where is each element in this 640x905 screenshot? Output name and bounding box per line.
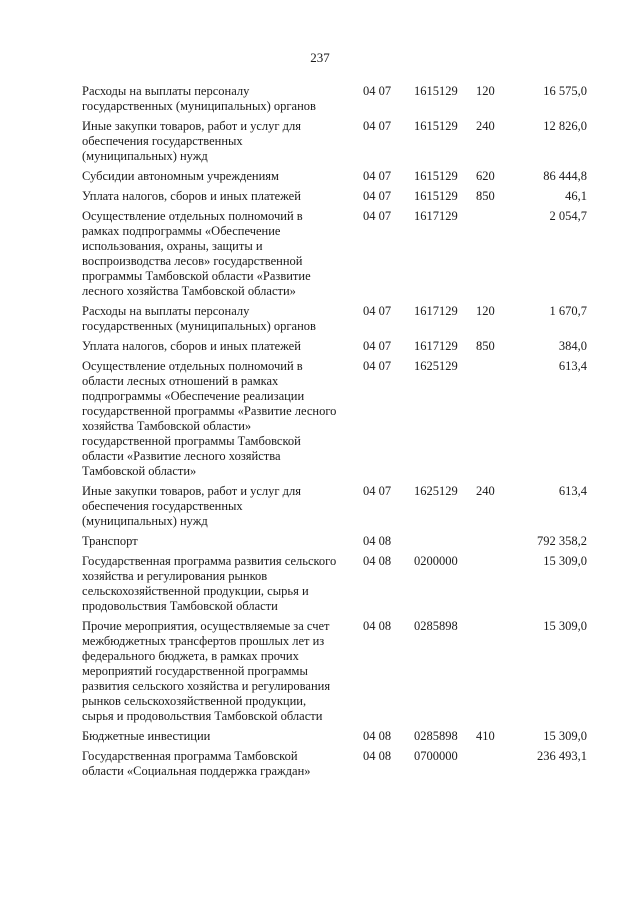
section-code: 04 08: [363, 749, 392, 763]
section-code: 04 08: [363, 554, 392, 568]
table-row: [0, 84, 640, 114]
section-code: 04 07: [363, 189, 392, 203]
expense-name: Иные закупки товаров, работ и услуг для обеспечения государственных (муниципальных) нужд: [82, 484, 302, 528]
section-code: 04 08: [363, 619, 392, 633]
amount: 1 670,7: [549, 304, 587, 318]
expense-name: Осуществление отдельных полномочий в области лесных отношений в рамках подпрограммы «Обеспечение реализации государственной программы «Развитие лесного хозяйства Тамбовской области» государственной программы Тамбовской области «Развитие лесного хозяйства Тамбовской области»: [82, 359, 337, 478]
table-row: [0, 749, 640, 779]
target-article-code: 1615129: [414, 169, 458, 183]
table-row: [0, 119, 640, 164]
table-row: [0, 729, 640, 744]
target-article-code: 0200000: [414, 554, 458, 568]
target-article-code: 0285898: [414, 729, 458, 743]
amount: 384,0: [558, 339, 587, 353]
target-article-code: 1615129: [414, 84, 458, 98]
target-article-code: 1615129: [414, 189, 458, 203]
section-code: 04 07: [363, 84, 392, 98]
section-code: 04 07: [363, 169, 392, 183]
table-row: [0, 189, 640, 204]
section-code: 04 08: [363, 534, 392, 548]
target-article-code: 1625129: [414, 484, 458, 498]
expense-type-code: 240: [476, 484, 495, 498]
target-article-code: 1625129: [414, 359, 458, 373]
section-code: 04 08: [363, 729, 392, 743]
table-row: [0, 484, 640, 529]
section-code: 04 07: [363, 359, 392, 373]
expense-name: Субсидии автономным учреждениям: [82, 169, 279, 183]
expense-type-code: 120: [476, 304, 495, 318]
table-row: [0, 359, 640, 479]
section-code: 04 07: [363, 339, 392, 353]
expense-name: Прочие мероприятия, осуществляемые за счет межбюджетных трансфертов прошлых лет из федерального бюджета, в рамках прочих мероприятий государственной программы развития сельского хозяйства и регулирования рынков сельскохозяйственной продукции, сырья и продовольствия Тамбовской области: [82, 619, 331, 723]
amount: 236 493,1: [537, 749, 587, 763]
expense-type-code: 410: [476, 729, 495, 743]
expense-type-code: 240: [476, 119, 495, 133]
amount: 2 054,7: [549, 209, 587, 223]
table-row: [0, 169, 640, 184]
target-article-code: 0285898: [414, 619, 458, 633]
expense-name: Уплата налогов, сборов и иных платежей: [82, 189, 301, 203]
table-row: [0, 554, 640, 614]
expense-type-code: 850: [476, 189, 495, 203]
expense-type-code: 620: [476, 169, 495, 183]
target-article-code: 1617129: [414, 339, 458, 353]
target-article-code: 1615129: [414, 119, 458, 133]
expense-type-code: 850: [476, 339, 495, 353]
table-row: [0, 619, 640, 724]
amount: 46,1: [565, 189, 587, 203]
table-row: [0, 209, 640, 299]
target-article-code: 0700000: [414, 749, 458, 763]
table-row: [0, 339, 640, 354]
expense-name: Уплата налогов, сборов и иных платежей: [82, 339, 301, 353]
target-article-code: 1617129: [414, 209, 458, 223]
expense-name: Государственная программа развития сельского хозяйства и регулирования рынков сельскохозяйственной продукции, сырья и продовольствия Тамбовской области: [82, 554, 337, 613]
section-code: 04 07: [363, 484, 392, 498]
expense-name: Транспорт: [82, 534, 138, 548]
amount: 792 358,2: [537, 534, 587, 548]
amount: 86 444,8: [543, 169, 587, 183]
amount: 15 309,0: [543, 554, 587, 568]
budget-table: [0, 84, 640, 784]
expense-name: Расходы на выплаты персоналу государственных (муниципальных) органов: [82, 304, 316, 333]
expense-name: Расходы на выплаты персоналу государственных (муниципальных) органов: [82, 84, 316, 113]
expense-type-code: 120: [476, 84, 495, 98]
amount: 613,4: [558, 484, 587, 498]
target-article-code: 1617129: [414, 304, 458, 318]
table-row: [0, 304, 640, 334]
amount: 15 309,0: [543, 619, 587, 633]
section-code: 04 07: [363, 119, 392, 133]
expense-name: Бюджетные инвестиции: [82, 729, 211, 743]
expense-name: Государственная программа Тамбовской области «Социальная поддержка граждан»: [82, 749, 311, 778]
amount: 15 309,0: [543, 729, 587, 743]
expense-name: Иные закупки товаров, работ и услуг для обеспечения государственных (муниципальных) нужд: [82, 119, 302, 163]
table-row: [0, 534, 640, 549]
amount: 12 826,0: [543, 119, 587, 133]
expense-name: Осуществление отдельных полномочий в рамках подпрограммы «Обеспечение использования, охраны, защиты и воспроизводства лесов» государственной программы Тамбовской области «Развитие лесного хозяйства Тамбовской области»: [82, 209, 311, 298]
amount: 613,4: [558, 359, 587, 373]
section-code: 04 07: [363, 304, 392, 318]
page-number: 237: [310, 50, 330, 65]
section-code: 04 07: [363, 209, 392, 223]
amount: 16 575,0: [543, 84, 587, 98]
